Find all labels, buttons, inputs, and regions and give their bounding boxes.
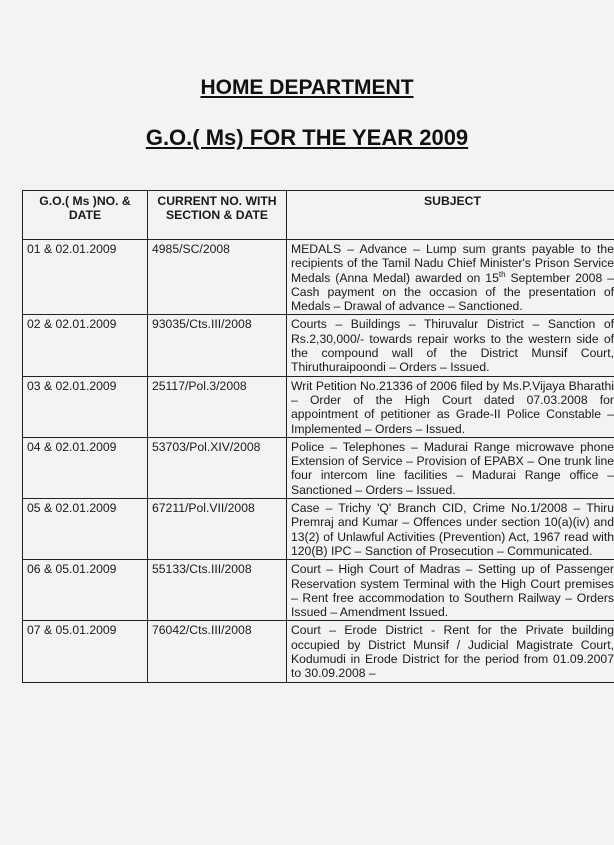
subject-cell: [287, 240, 614, 315]
table-header-row: [23, 191, 614, 240]
go-number-cell: 03 & 02.01.2009: [23, 376, 148, 437]
current-number-cell: 55133/Cts.III/2008: [148, 560, 287, 621]
table-row: [23, 437, 614, 498]
go-number-cell: 01 & 02.01.2009: [23, 240, 148, 315]
go-number-cell: 06 & 05.01.2009: [23, 560, 148, 621]
current-number-cell: 67211/Pol.VII/2008: [148, 499, 287, 560]
go-number-cell: 07 & 05.01.2009: [23, 621, 148, 682]
go-number-cell: 02 & 02.01.2009: [23, 315, 148, 376]
subject-text-continued: September 2008 – Cash payment on the occasion of the presentation of Medals – Drawal of advance – Sanctioned.: [291, 270, 614, 314]
subject-cell: Police – Telephones – Madurai Range microwave phone Extension of Service – Provision of EPABX – One trunk line four intercom line facilities – Madurai Range office – Sanctioned – Orders – Issued.: [287, 437, 614, 498]
table-row: [23, 560, 614, 621]
page-title: HOME DEPARTMENT: [200, 76, 414, 99]
subject-cell: Case – Trichy 'Q' Branch CID, Crime No.1/2008 – Thiru Premraj and Kumar – Offences under section 10(a)(iv) and 13(2) of Unlawful Activities (Prevention) Act, 1967 read with 120(B) IPC – Sanction of Prosecution – Communicated.: [287, 499, 614, 560]
ordinal-suffix: th: [498, 269, 506, 279]
table-row: [23, 376, 614, 437]
table-row: [23, 240, 614, 315]
table-row: [23, 499, 614, 560]
current-number-cell: 4985/SC/2008: [148, 240, 287, 315]
subject-cell: Writ Petition No.21336 of 2006 filed by Ms.P.Vijaya Bharathi – Order of the High Court dated 07.03.2008 for appointment of petitioner as Grade-II Police Constable – Implemented – Orders – Issued.: [287, 376, 614, 437]
table-row: [23, 621, 614, 682]
current-number-cell: 53703/Pol.XIV/2008: [148, 437, 287, 498]
current-number-cell: 25117/Pol.3/2008: [148, 376, 287, 437]
col-header-current-no: CURRENT NO. WITH SECTION & DATE: [148, 191, 287, 240]
subject-text: MEDALS – Advance – Lump sum grants payable to the recipients of the Tamil Nadu Chief Minister's Prison Service Medals (Anna Medal) awarded on 15: [291, 242, 614, 285]
current-number-cell: 93035/Cts.III/2008: [148, 315, 287, 376]
go-number-cell: 04 & 02.01.2009: [23, 437, 148, 498]
col-header-go-no: G.O.( Ms )NO. & DATE: [23, 191, 148, 240]
subject-cell: Courts – Buildings – Thiruvalur District – Sanction of Rs.2,30,000/- towards repair works to the western side of the compound wall of the District Munsif Court, Thiruthuraipoondi – Orders – Issued.: [287, 315, 614, 376]
subject-cell: Court – Erode District - Rent for the Private building occupied by District Munsif / Judicial Magistrate Court, Kodumudi in Erode District for the period from 01.09.2007 to 30.09.2008 –: [287, 621, 614, 682]
go-number-cell: 05 & 02.01.2009: [23, 499, 148, 560]
go-table: [22, 190, 614, 683]
col-header-subject: SUBJECT: [287, 191, 614, 240]
current-number-cell: 76042/Cts.III/2008: [148, 621, 287, 682]
page-subtitle: G.O.( Ms) FOR THE YEAR 2009: [145, 125, 469, 150]
table-row: [23, 315, 614, 376]
subject-cell: Court – High Court of Madras – Setting up of Passenger Reservation system Terminal with the High Court premises – Rent free accommodation to Southern Railway – Orders Issued – Amendment Issued.: [287, 560, 614, 621]
